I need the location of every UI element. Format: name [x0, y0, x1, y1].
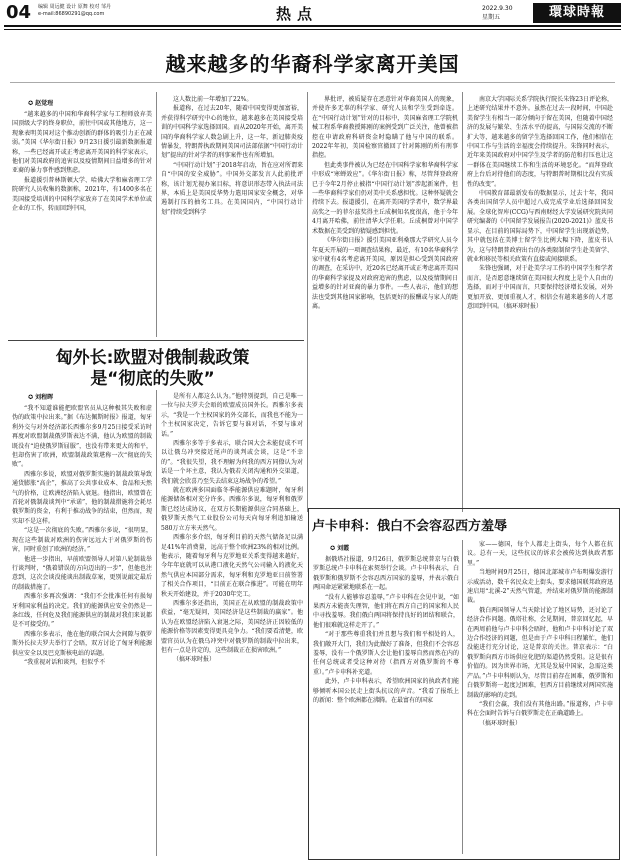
paragraph: 他进一步指出，早前欧盟领导人对第八轮制裁举行谈判时，“俄着错误的方向迈出的一步”，但他也注意到，这次会谈没能谈出制裁草案，更别说敲定最后的制裁措施了。 — [12, 555, 152, 591]
credits-line-email: e-mail:86890291@qq.com — [38, 11, 105, 17]
column-rule — [462, 540, 463, 854]
paragraph: 界批评，被质疑存在恶意针对华裔美国人的现象，并使许多无辜的科学家、研究人员和学生受到牵连。在“中国行动计划”针对的目标中，美国麻省理工学院机械工程系华裔教授陈刚的案例受到广泛关注，他曾被指控在申请政府科研资金时隐瞒了他与中国的联系。2022年年初，美国检察官撤回了针对陈刚的所有刑事指控。 — [312, 96, 458, 160]
paragraph: 西雅尔多再次强调：“我们不会批准任何有损匈牙利国家利益的决定。我们的能源供应安全仍然是一条红线，任何危及我们能源供应的制裁对我们来说都是不可接受的。” — [12, 593, 152, 629]
paragraph: 中国教育部最新发布的数据显示，过去十年，我国各类出国留学人员中超过八成完成学业后选择回国发展。全球化智库(CCG)与西南财经大学发展研究院共同研究编著的《中国留学发展报告(2020-2021)》蓝皮书显示，在目前的国际局势下，中国留学生出现新趋势，其中就包括在美博士留学生比例大幅下降，蓝皮书认为，这与特朗普政府出台的各类限制留学生赴美留学、就业和移民等相关政策有直接或间接联系。 — [467, 190, 613, 263]
issue-weekday: 星期五 — [482, 14, 501, 21]
paragraph: 西雅尔多说，欧盟对俄罗斯实施的制裁政策导致通货膨胀“高企”，推高了公共事业成本、食品和天然气的价格，让欧洲经济陷入衰退。他指出，欧盟曾在首轮对俄制裁谈判中“承诺”，他的制裁措施将会耗尽俄罗斯的资金，有利于推动战争的结束，但然而，现实却不是这样。 — [12, 470, 152, 525]
section-divider — [8, 340, 304, 341]
paragraph: “对于那些尊重我们并且想与我们和平相处的人，我们敞开大门，我们为此做好了准备，但我们不会容忍羞辱，没有一个俄罗斯人会让他们羞辱自然而然在内的任何总统或者受这种对待（指西方对俄罗斯的不尊重）。”卢卡申科补充道。 — [313, 631, 459, 676]
paragraph: 南京大学国际关系学院执行院长朱锋23日评论称，上述研究结果并不意外。虽然在过去一段时间，中国赴美留学生有相当一部分倾向于留在美国，但随着中国经济的发展与繁荣、生活水平的提高，与国际交流的不断扩大等，越来越多的留学生选择回国工作，他们相信在中国工作与生活的幸福度会持续提升。朱锋同时表示，近年来美国政府对中国学生及学者的防范和打压也让这一群体在美国继续工作和生活的环境恶化。“而拜登政府上台后对待他们的态度，与特朗普时期相比没有实质性的改变”。 — [467, 96, 613, 188]
paragraph: 俄白两国领导人当天除讨论了地区局势，还讨论了经济合作问题。俄塔社称，会见期间，普京回忆起，早在两周前他与卢卡申科会晤时，他和卢卡申科讨论了双边合作经济的问题，但是由于卢卡申科日程繁忙，他们没能进行充分讨论，这是普京的关注。普京表示：“白俄罗斯向西方市场供应化肥的渠道仍然受阻。这是很有价值的。因为世界市场，尤其是发展中国家，急需这类产品。”卢卡申科则认为，尽管目前存在困难，俄罗斯和白俄罗斯将一起度过困难，但西方目前继续对两国实施制裁的影响的走到。 — [467, 606, 613, 699]
paragraph: 当地时间9月25日，德国北部城市卢布明爆发游行示威活动，数千名民众走上街头，要求德国联邦政府迅速启用“北溪-2”天然气管道，并结束对俄罗斯的能源制裁。 — [467, 569, 613, 605]
paragraph: 这人数比前一年增加了22%。 — [173, 96, 253, 103]
article1-column-3 — [312, 95, 458, 505]
paragraph: “我重视对话和谈判，但似乎不 — [24, 658, 106, 666]
paragraph: “没有人能够容忍羞辱，”卢卡申科在会见中说，“如果西方未能丧失理智，他们将在西方自己的国家和人民中寻找羞辱。我们俄白两国将保持良好的团结和联合，他们很难就这样走开了。” — [313, 593, 459, 629]
paragraph: 西雅尔多介绍，匈牙利目前的天然气储备足以满足41%年消费量，远高于整个欧洲23%的相对比例。他表示，随着匈牙利与克罗地亚关系变得越来越好，今年年底就可以从港口液化天然气公司输入的液化天然气供应本国部分需求，匈牙利和克罗地亚日前签署了相关合作项目，“目前正在联合推进”。可能在明年秋天开始建设，并于2030年完工。 — [161, 534, 303, 598]
paragraph: 此外，卢卡申科表示，希望欧洲国家的执政者们能够倾听本国公民走上街头抗议的声音。“我看了报纸上的新闻：整个欧洲都在沸腾。在最富有的国家 — [313, 678, 459, 705]
paragraph: “我们会赢，我们没有其他出路。”报道称，卢卡申科在会面时告诉与白俄罗斯走在正确道路上。 — [467, 700, 613, 718]
paragraph: “中国行动计划”于2018年启动，旨在应对所谓来自“中国的安全威胁”。中国外交部发言人此前批评称，该计划无视办案目标，将意识形态带入执法司法界，本质上是美国反华势力遣用国家安全概念，对华遏制打压的抽劣工具。在美国国内，“中国行动计划”持续受到科学 — [161, 161, 303, 216]
section-title: 热点 — [276, 5, 319, 23]
credits-line-editors: 编辑 周远健 设计 原舞 校对 邹丹 — [38, 4, 111, 10]
article2-headline-line-2: 是“彻底的失败” — [90, 369, 215, 389]
article1-column-1 — [12, 110, 152, 336]
paragraph: 据俄塔社报道，9月26日，俄罗斯总统普京与白俄罗斯总统卢卡申科在索契举行会谈。卢卡申科表示，白俄罗斯和俄罗斯不会容忍西方国家的羞辱，并表示俄白两国命运紧紧地联系在一起。 — [313, 556, 459, 592]
paragraph: 西雅尔多等于多表示，联合国大会未能促成不可以让俄乌冲突接近尾声的谈判或会谈，这是“不幸的”。“我很失望，我不理解为何我的西方同僚认为对话是一个坏主意，我认为俄若关闭沟通和外交渠道，我们就会欣喜乃至失去结束这场战争的希望。” — [161, 440, 303, 485]
article1-column-4 — [467, 95, 613, 505]
paragraph: 朱锋也强调，对于赴美学习工作的中国学生和学者而言，是否愿意继续留在美国很大程度上是个人自由的选择，而对于中国而言，只要保持经济增长发展，对外更加开放、更加重视人才，相信会有越来越多的人才愿意回到中国。（搞环球时报） — [467, 265, 613, 310]
header-rule — [4, 25, 621, 27]
article2-column-1 — [12, 404, 152, 856]
byline-article2: ✪ 刘程晖 — [28, 394, 54, 401]
article3-column-1 — [313, 555, 459, 853]
paragraph: （搞环球时报） — [479, 719, 522, 727]
article3-headline: 卢卡申科：俄白不会容忍西方羞辱 — [312, 519, 508, 534]
column-rule — [156, 390, 157, 856]
paragraph: 是所有人都这么认为。”他特别提到，自己是唯一一位与拉夫罗夫会晤的欧盟成员国外长。西雅尔多表示，“我是一个主权国家的外交部长，而我也不能为一个主权国家决定，告诉它要与谁对话，不要与谁对话。” — [161, 393, 303, 438]
paragraph: 家——德国，每个人都走上街头，每个人都在抗议。总有一天，这些抗议的诉求会被传达到执政者那里。” — [467, 541, 613, 567]
header-rule-thin — [4, 29, 621, 30]
issue-date: 2022.9.30 — [482, 5, 513, 12]
main-headline: 越来越多的华裔科学家离开美国 — [165, 52, 460, 76]
paragraph: 西雅尔多还指出，美国正在从欧盟的制裁政策中获益，“毫无疑问，美国经济是这些制裁的赢家”。他认为在欧盟经济陷入衰退之际，美国经济正因较低的能源价格等因素变得更具竞争力。“我们要看清楚，欧盟官员认为在俄乌冲突中对俄罗斯的制裁中拉出来，但有一点是肯定的，这些制裁正在损害欧洲。” — [161, 599, 303, 654]
column-rule — [156, 92, 157, 337]
brand-logo: 環球時報 — [533, 3, 621, 23]
article1-column-2 — [161, 95, 303, 337]
paragraph: 西雅尔多表示，他在他的联合国大会间隙与俄罗斯外长拉夫罗夫举行了会晤，双方讨论了匈牙利能源供应安全以及巴克斯核电站的话题。 — [12, 630, 152, 657]
paragraph: “这是一次彻底的失败。”西雅尔多说，“很明显，现在这些制裁对欧洲的伤害远远大于对俄罗斯的伤害，同时重创了欧洲的经济。” — [12, 527, 152, 554]
article2-headline-line-1: 匈外长:欧盟对俄制裁政策 — [55, 348, 250, 368]
article3-column-2 — [467, 540, 613, 854]
paragraph: 报道称，在过去20年，随着中国变得更加富裕，并获得科学研究中心的地位，越来越多在美国接受培训的中国科学家选择回国。而从2020年开始，离开美国的华裔科学家人数急剧上升，这一年，新冠肺炎疫情暴发，特朗普执政期间美国司法部依据“中国行动计划”提出的针对学者的刑事案件也有所增加。 — [161, 105, 303, 160]
paragraph: 《华尔街日报》援引美国亚利桑那大学研究人员今年夏天开展的一项调查结果称，最近，有10名华裔科学家中就有4名考虑离开美国，原因是担心受到美国政府的调查，在采访中，近20名已经离开或正考虑离开美国的华裔科学家提及对政府追害的焦虑，以及疫情期间日益增多的针对亚裔的暴力事件。一些人表示，他们的想法也受到其他国家影响，包括更好的报酬或与家人的距离。 — [312, 237, 458, 310]
paragraph: 就在欧洲多国面临冬季能源供应难题时，匈牙利能源储备相对充分许多。西雅尔多说，匈牙利和俄罗斯已经达成协议，在双方长期能源供应合同基础上，俄罗斯天然气工业股份公司每天向匈牙利追加输送580万立方米天然气。 — [161, 487, 303, 532]
page-number: 04 — [6, 2, 32, 23]
byline-article3: ✪ 刘霞 — [330, 545, 350, 552]
date-box — [482, 4, 513, 22]
paragraph: “越来越多的中国和华裔科学家与工程师放弃美国顶级大学的终身职位，前往中国或其他地方，这一现象表明美国对这个推动创新的群体的吸引力正在减弱。”美国《华尔街日报》9月23日援引最新数据报道称，一些已经离开或正考虑离开美国的科学家表示，他们对美国政府的追害以及疫情期间日益增多的针对亚裔的暴力事件感到焦虑。 — [12, 111, 152, 175]
paragraph: “我不知道谁能把欧盟官员从这种极其失败和虚伪的政策中拉出来。”据《布达佩斯时报》报道，匈牙利外交与对外经济部长西雅尔多9月25日接受采访时再度对欧盟制裁俄罗斯表达不满，他认为欧盟的制裁既没有“迫使俄罗斯屈服”，也没有带来更大的和平，但却伤害了欧洲，欧盟制裁政策堪称一次“彻底的失败”。 — [12, 405, 152, 469]
byline-article1: ✪ 赵觉珵 — [28, 100, 54, 107]
credits — [38, 4, 111, 18]
column-rule — [307, 92, 308, 512]
article2-headline — [10, 348, 295, 390]
paragraph: 但此类事件被认为已经在中国科学家和华裔科学家中形成“寒蝉效应”。《华尔街日报》称，尽管拜登政府已于今年2月停止被指“中国行动计划”涉起新案件，但一些华裔科学家们仍对美中关系感担忧。这种怀疑就会持续下去。报道援引，在离开美国的学者中，数学界最高奖之一的菲尔兹奖得主丘成桐知名度很高，他于今年4月离开哈佛，前往清华大学任职。丘成桐曾对中国学术数据在美受到的猜疑感到担忧。 — [312, 161, 458, 235]
column-rule — [462, 92, 463, 512]
paragraph: 报道援引普林斯顿大学、哈佛大学和麻省理工学院研究人员收集的数据称，2021年，有1400多名在美国接受培训的中国科学家放弃了在美国学术单位或企业的工作，转而回到中国， — [12, 176, 152, 213]
article2-column-2 — [161, 392, 303, 856]
paragraph: （搞环球时报） — [173, 656, 216, 664]
headline-divider — [10, 82, 615, 83]
